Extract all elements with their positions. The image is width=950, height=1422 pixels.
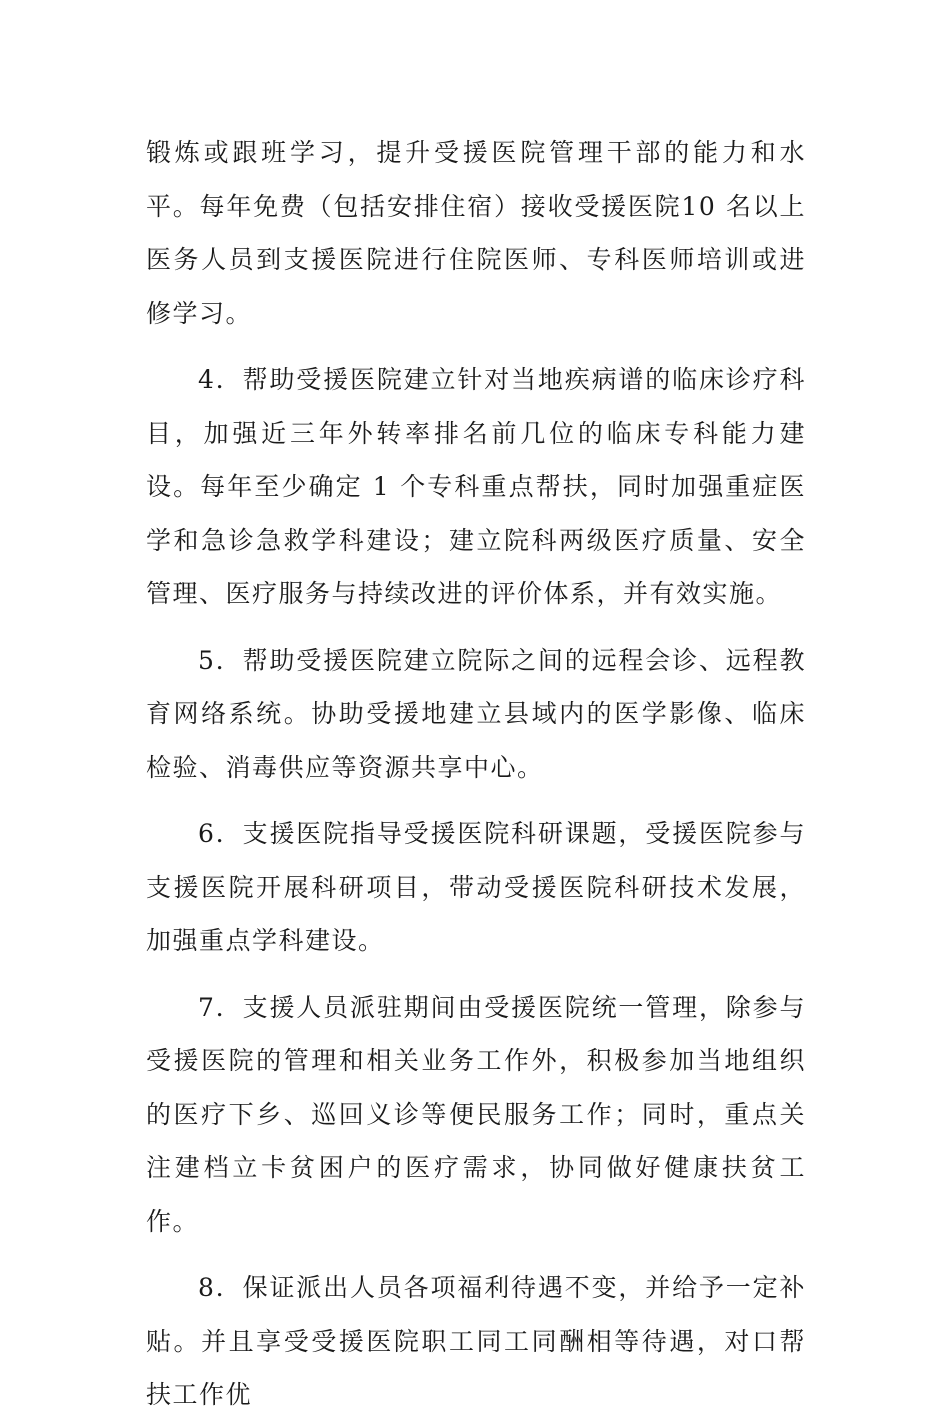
- paragraph-item-5: 5．帮助受援医院建立院际之间的远程会诊、远程教育网络系统。协助受援地建立县域内的医学影像、临床检验、消毒供应等资源共享中心。: [146, 645, 806, 782]
- paragraph-continued: 锻炼或跟班学习，提升受援医院管理干部的能力和水平。每年免费（包括安排住宿）接收受援医院10 名以上医务人员到支援医院进行住院医师、专科医师培训或进修学习。: [146, 138, 806, 328]
- paragraph-item-7: 7．支援人员派驻期间由受援医院统一管理，除参与受援医院的管理和相关业务工作外，积极参加当地组织的医疗下乡、巡回义诊等便民服务工作；同时，重点关注建档立卡贫困户的医疗需求，协同做好健康扶贫工作。: [146, 992, 806, 1236]
- paragraph-item-8: 8．保证派出人员各项福利待遇不变，并给予一定补贴。并且享受受援医院职工同工同酬相等待遇，对口帮扶工作优: [146, 1273, 806, 1409]
- paragraph-item-4: 4．帮助受援医院建立针对当地疾病谱的临床诊疗科目，加强近三年外转率排名前几位的临床专科能力建设。每年至少确定 1 个专科重点帮扶，同时加强重症医学和急诊急救学科建设；建立院科两级医疗质量、安全管理、医疗服务与持续改进的评价体系，并有效实施。: [146, 365, 806, 608]
- paragraph-item-6: 6．支援医院指导受援医院科研课题，受援医院参与支援医院开展科研项目，带动受援医院科研技术发展，加强重点学科建设。: [146, 819, 806, 955]
- document-body: [146, 126, 806, 1422]
